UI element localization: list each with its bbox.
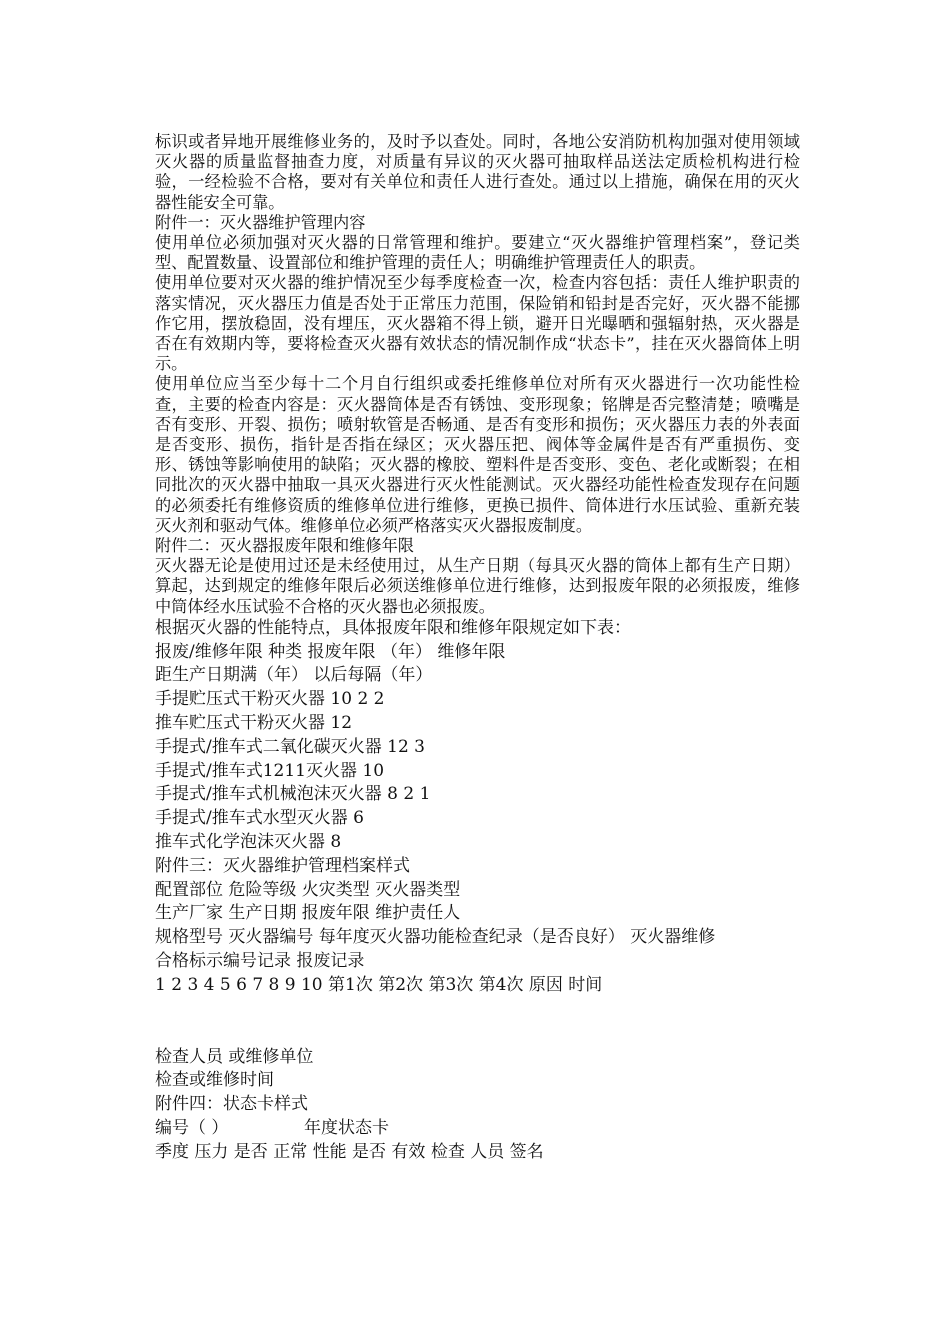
- document-page: [155, 132, 800, 1165]
- archive-line: 规格型号 灭火器编号 每年度灭火器功能检查纪录（是否良好） 灭火器维修: [155, 927, 716, 948]
- archive-line: 生产厂家 生产日期 报废年限 维护责任人: [155, 903, 461, 924]
- table-row: 手提贮压式干粉灭火器 10 2 2: [155, 689, 385, 710]
- paragraph-quarterly-check: 使用单位要对灭火器的维护情况至少每季度检查一次，检查内容包括：责任人维护职责的落实情况，灭火器压力值是否处于正常压力范围，保险销和铅封是否完好，灭火器不能挪作它用，摆放稳固，没有埋压，灭火器箱不得上锁，避开日光曝晒和强辐射热，灭火器是否在有效期内等，要将检查灭火器有效状态的情况制作成“状态卡”，挂在灭火器筒体上明示。: [155, 273, 800, 374]
- table-intro: 根据灭火器的性能特点，具体报废年限和维修年限规定如下表：: [155, 617, 631, 638]
- archive-line: 1 2 3 4 5 6 7 8 9 10 第1次 第2次 第3次 第4次 原因 时间: [155, 974, 603, 995]
- paragraph-annual-check: 使用单位应当至少每十二个月自行组织或委托维修单位对所有灭火器进行一次功能性检查，主要的检查内容是：灭火器筒体是否有锈蚀、变形现象；铭牌是否完整清楚；喷嘴是否有变形、开裂、损伤；喷射软管是否畅通、是否有变形和损伤；灭火器压力表的外表面是否变形、损伤，指针是否指在绿区；灭火器压把、阀体等金属件是否有严重损伤、变形、锈蚀等影响使用的缺陷；灭火器的橡胶、塑料件是否变形、变色、老化或断裂；在相同批次的灭火器中抽取一具灭火器进行灭火性能测试。灭火器经功能性检查发现存在问题的必须委托有维修资质的维修单位进行维修，更换已损件、筒体进行水压试验、重新充装灭火剂和驱动气体。维修单位必须严格落实灭火器报废制度。: [155, 374, 800, 535]
- table-row: 手提式/推车式机械泡沫灭火器 8 2 1: [155, 784, 431, 805]
- attachment-3-title: 附件三：灭火器维护管理档案样式: [155, 855, 410, 876]
- table-row: 手提式/推车式1211灭火器 10: [155, 760, 385, 781]
- table-header-1: 报废/维修年限 种类 报废年限 （年） 维修年限: [155, 641, 506, 662]
- table-row: 手提式/推车式二氧化碳灭火器 12 3: [155, 736, 425, 757]
- status-card-title: 编号（ ） 年度状态卡: [155, 1118, 390, 1139]
- paragraph-intro: 标识或者异地开展维修业务的，及时予以查处。同时，各地公安消防机构加强对使用领域灭火器的质量监督抽查力度，对质量有异议的灭火器可抽取样品送法定质检机构进行检验，一经检验不合格，要对有关单位和责任人进行查处。通过以上措施，确保在用的灭火器性能安全可靠。: [155, 132, 800, 212]
- archive-line: 配置部位 危险等级 火灾类型 灭火器类型: [155, 879, 461, 900]
- inspector-line: 检查人员 或维修单位: [155, 1046, 314, 1067]
- status-card-header: 季度 压力 是否 正常 性能 是否 有效 检查 人员 签名: [155, 1141, 544, 1162]
- table-row: 手提式/推车式水型灭火器 6: [155, 808, 364, 829]
- table-header-2: 距生产日期满（年） 以后每隔（年）: [155, 665, 433, 686]
- table-row: 推车式化学泡沫灭火器 8: [155, 832, 342, 853]
- attachment-2-title: 附件二：灭火器报废年限和维修年限: [155, 536, 414, 556]
- paragraph-maintenance-archive: 使用单位必须加强对灭火器的日常管理和维护。要建立“灭火器维护管理档案”，登记类型、配置数量、设置部位和维护管理的责任人；明确维护管理责任人的职责。: [155, 233, 800, 273]
- paragraph-scrap-rules: 灭火器无论是使用过还是未经使用过，从生产日期（每具灭火器的筒体上都有生产日期）算起，达到规定的维修年限后必须送维修单位进行维修，达到报废年限的必须报废，维修中筒体经水压试验不合格的灭火器也必须报废。: [155, 556, 800, 616]
- table-row: 推车贮压式干粉灭火器 12: [155, 713, 353, 734]
- inspector-line: 检查或维修时间: [155, 1070, 274, 1091]
- archive-line: 合格标示编号记录 报废记录: [155, 951, 365, 972]
- attachment-4-title: 附件四：状态卡样式: [155, 1094, 308, 1115]
- blank-space: [155, 998, 800, 1046]
- attachment-1-title: 附件一：灭火器维护管理内容: [155, 212, 366, 232]
